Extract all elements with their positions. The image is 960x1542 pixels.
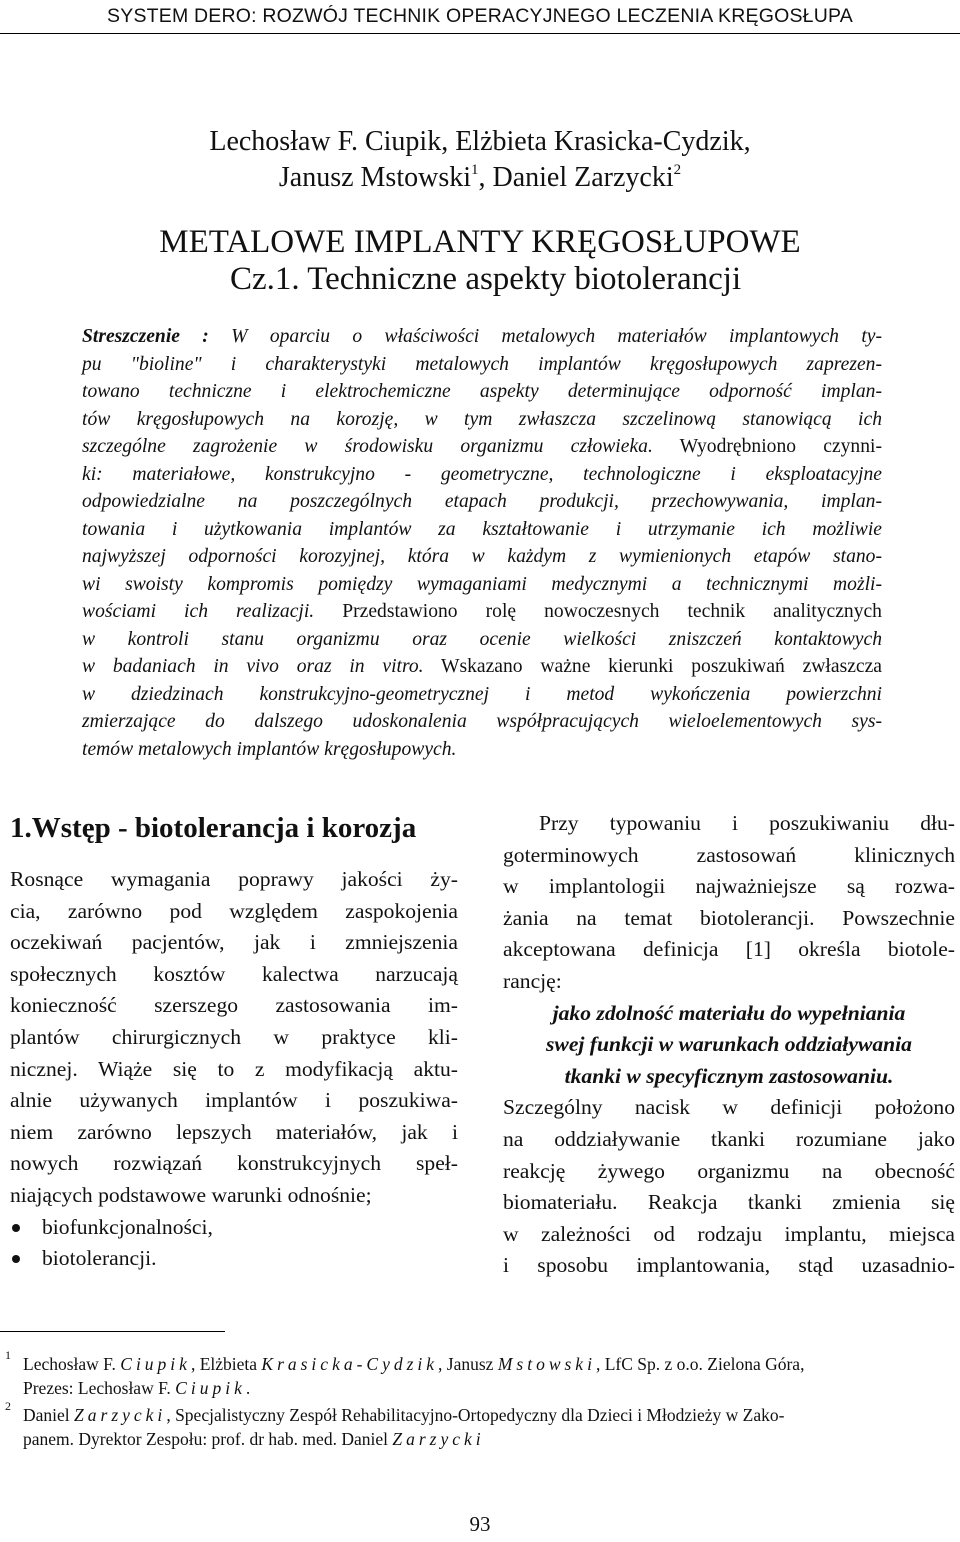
footnote-name: Ciupik [120, 1354, 191, 1374]
bullet-list [10, 1212, 458, 1275]
footnote-rule [0, 1331, 225, 1332]
bullet-item [10, 1243, 458, 1275]
body-line: cia, zarówno pod względem zaspokojenia [10, 898, 458, 923]
abstract-line: tów kręgosłupowych na korozję, w tym zwłaszcza szczelinową stanowiącą ich [82, 408, 882, 430]
abstract-line: w kontroli stanu organizmu oraz ocenie wielkości zniszczeń kontaktowych [82, 628, 882, 650]
body-line: społecznych kosztów kalectwa narzucają [10, 961, 458, 986]
footnote-mark: 2 [5, 1399, 11, 1413]
body-line: reakcję żywego organizmu na obecność [503, 1158, 955, 1183]
header-rule [0, 33, 960, 34]
footnote-text: Prezes: Lechosław F. [23, 1377, 176, 1398]
footnote-1-continued [5, 1377, 955, 1401]
body-line: i sposobu implantowania, stąd uzasadnio- [503, 1253, 955, 1278]
author-zarzycki: , Daniel Zarzycki [478, 162, 674, 193]
paper-title: METALOWE IMPLANTY KRĘGOSŁUPOWE [159, 224, 801, 260]
abstract-line: w dziedzinach konstrukcyjno-geometrycznej i metod wykończenia powierzchni [82, 683, 882, 705]
affiliation-mark-2: 2 [673, 162, 682, 178]
body-line: niem zarówno lepszych materiałów, jak i [10, 1119, 458, 1144]
body-line: Szczególny nacisk w definicji położono [503, 1095, 955, 1120]
body-line: żania na temat biotolerancji. Powszechnie [503, 905, 955, 930]
footnote-text: , Elżbieta [190, 1354, 262, 1374]
section-heading: 1.Wstęp - biotolerancja i korozja [10, 812, 417, 844]
definition-line: jako zdolność materiału do wypełniania [552, 1000, 906, 1025]
abstract-line: najwyższej odporności korozyjnej, która w każdym z wymienionych etapów stano- [82, 546, 882, 567]
abstract-text-upright: Wskazano ważne kierunki poszukiwań zwłaszcza [423, 656, 882, 677]
right-body [503, 808, 955, 1282]
abstract-line [82, 323, 882, 351]
abstract-text: szczególne zagrożenie w środowisku organizmu człowieka. [82, 436, 653, 457]
footnote-2 [5, 1399, 955, 1428]
abstract-line: pu "bioline" i charakterystyki metalowych implantów kręgosłupowych zaprezen- [82, 353, 882, 375]
body-line: plantów chirurgicznych w praktyce kli- [10, 1024, 458, 1049]
bullet-item [10, 1212, 458, 1244]
footnote-1 [5, 1348, 955, 1377]
footnote-text: . [245, 1377, 251, 1398]
section-body [10, 864, 458, 1212]
body-line: niających podstawowe warunki odnośnie; [10, 1182, 372, 1207]
abstract-text-upright: Wyodrębniono czynni- [652, 436, 882, 457]
abstract-text: w badaniach in vivo oraz in vitro. [82, 656, 424, 677]
abstract-line [82, 433, 882, 461]
abstract-line: temów metalowych implantów kręgosłupowych. [82, 738, 457, 760]
abstract-text-upright: Przedstawiono rolę nowoczesnych technik analitycznych [314, 601, 882, 622]
abstract-line: towania i użytkowania implantów za kształtowanie i utrzymanie ich możliwie [82, 518, 882, 540]
footnote-name: Krasicka-Cydzik [261, 1354, 439, 1374]
abstract-label: Streszczenie : [82, 326, 209, 347]
bullet-text: biofunkcjonalności, [42, 1214, 213, 1239]
footnote-name: Zarzycki [392, 1428, 485, 1449]
body-line: w implantologii najważniejsze są rozwa- [503, 874, 955, 899]
running-header: SYSTEM DERO: ROZWÓJ TECHNIK OPERACYJNEGO LECZENIA KRĘGOSŁUPA [107, 5, 853, 27]
definition-line: swej funkcji w warunkach oddziaływania [546, 1032, 912, 1057]
body-line: w zależności od rodzaju implantu, miejsca [503, 1221, 955, 1246]
abstract-line [82, 598, 882, 626]
abstract-line: towano techniczne i elektrochemiczne aspekty determinujące odporność implan- [82, 381, 882, 402]
body-line: biomateriału. Reakcja tkanki zmienia się [503, 1190, 955, 1215]
body-line: na oddziaływanie tkanki rozumiane jako [503, 1126, 955, 1151]
definition-line: tkanki w specyficznym zastosowaniu. [564, 1063, 894, 1088]
left-column [10, 810, 458, 1275]
abstract-line [82, 653, 882, 681]
body-line: konieczność szerszego zastosowania im- [10, 993, 458, 1018]
right-column [503, 808, 955, 1282]
abstract-line: zmierzające do dalszego udoskonalenia współpracujących wieloelementowych sys- [82, 711, 882, 732]
footnote-name: Mstowski [497, 1354, 596, 1374]
page-number: 93 [469, 1512, 491, 1536]
abstract-text: wościami ich realizacji. [82, 601, 315, 622]
abstract-line: ki: materiałowe, konstrukcyjno - geometryczne, technologiczne i eksploatacyjne [82, 463, 882, 485]
body-line: rancję: [503, 968, 562, 993]
abstract-text: W oparciu o właściwości metalowych materiałów implantowych ty- [231, 326, 882, 347]
paper-subtitle: Cz.1. Techniczne aspekty biotolerancji [230, 261, 742, 297]
affiliation-mark-1: 1 [471, 162, 479, 178]
bullet-icon [12, 1255, 20, 1263]
abstract-line: odpowiedzialne na poszczególnych etapach produkcji, przechowywania, implan- [82, 491, 882, 512]
body-line: oczekiwań pacjentów, jak i zmniejszenia [10, 930, 458, 955]
abstract-line: wi swoisty kompromis pomiędzy wymaganiami medycznymi a technicznymi możli- [82, 573, 882, 595]
authors-line-2 [0, 160, 960, 196]
footnote-text: , Janusz [438, 1354, 498, 1374]
footnote-text: Lechosław F. [23, 1354, 121, 1374]
bullet-icon [12, 1224, 20, 1232]
author-mstowski: Janusz Mstowski [278, 162, 471, 193]
body-line: akceptowana definicja [1] określa biotole- [503, 937, 955, 962]
footnote-name: Ciupik [175, 1377, 246, 1398]
bullet-text: biotolerancji. [42, 1246, 157, 1271]
body-line: alnie używanych implantów i poszukiwa- [10, 1088, 458, 1113]
body-line: goterminowych zastosowań klinicznych [503, 842, 955, 867]
footnote-text: panem. Dyrektor Zespołu: prof. dr hab. med. Daniel [23, 1428, 393, 1449]
body-line: Przy typowaniu i poszukiwaniu dłu- [539, 811, 955, 835]
authors-line-1: Lechosław F. Ciupik, Elżbieta Krasicka-Cydzik, [209, 126, 751, 157]
body-line: nowych rozwiązań konstrukcyjnych speł- [10, 1151, 458, 1176]
footnote-mark: 1 [5, 1348, 11, 1362]
authors [0, 124, 960, 196]
abstract [82, 323, 882, 763]
footnote-text: Daniel [23, 1405, 75, 1425]
footnote-2-continued [5, 1428, 955, 1452]
footnote-name: Zarzycki [74, 1405, 167, 1425]
footnotes [5, 1348, 955, 1451]
footnote-text: , LfC Sp. z o.o. Zielona Góra, [595, 1354, 805, 1374]
body-line: Rosnące wymagania poprawy jakości ży- [10, 867, 458, 891]
body-line: nicznej. Wiąże się to z modyfikacją aktu- [10, 1056, 458, 1081]
footnote-text: , Specjalistyczny Zespół Rehabilitacyjno-Ortopedyczny dla Dzieci i Młodzieży w Zako- [166, 1405, 785, 1425]
